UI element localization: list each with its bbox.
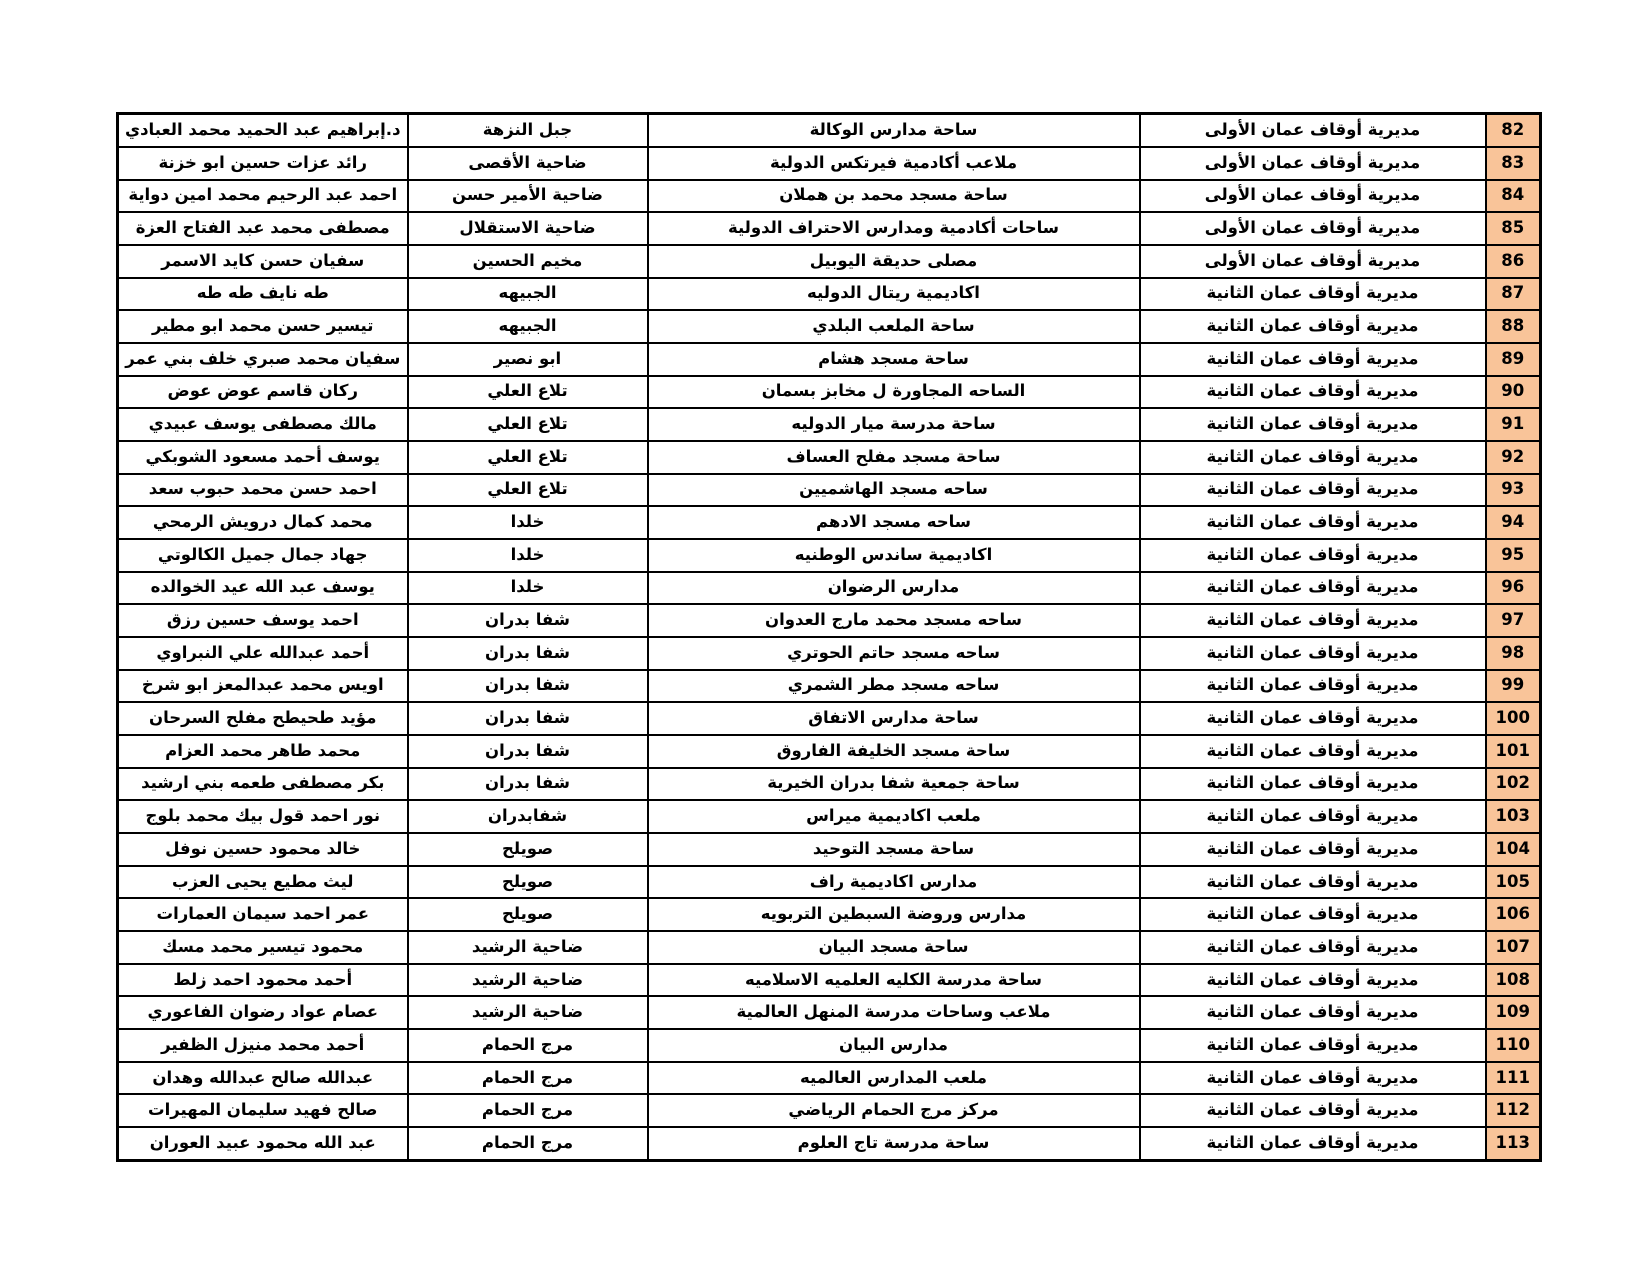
location-cell: ساحه مسجد الادهم bbox=[648, 506, 1140, 539]
serial-number-cell: 110 bbox=[1486, 1029, 1541, 1062]
directorate-cell: مديرية أوقاف عمان الثانية bbox=[1140, 441, 1486, 474]
table-row bbox=[118, 898, 1541, 931]
location-cell: مدارس البيان bbox=[648, 1029, 1140, 1062]
awqaf-records-table bbox=[116, 112, 1542, 1162]
table-row bbox=[118, 245, 1541, 278]
area-cell: تلاع العلي bbox=[408, 408, 648, 441]
table-row bbox=[118, 866, 1541, 899]
area-cell: ضاحية الرشيد bbox=[408, 996, 648, 1029]
area-cell: ضاحية الاستقلال bbox=[408, 212, 648, 245]
table-row bbox=[118, 147, 1541, 180]
location-cell: ساحة مدارس الاتفاق bbox=[648, 702, 1140, 735]
serial-number-cell: 107 bbox=[1486, 931, 1541, 964]
area-cell: صويلح bbox=[408, 898, 648, 931]
area-cell: تلاع العلي bbox=[408, 441, 648, 474]
location-cell: ساحة مسجد محمد بن هملان bbox=[648, 180, 1140, 213]
person-name-cell: ركان قاسم عوض عوض bbox=[118, 376, 408, 409]
serial-number-cell: 88 bbox=[1486, 310, 1541, 343]
directorate-cell: مديرية أوقاف عمان الثانية bbox=[1140, 604, 1486, 637]
serial-number-cell: 109 bbox=[1486, 996, 1541, 1029]
table-row bbox=[118, 212, 1541, 245]
person-name-cell: جهاد جمال جميل الكالوتي bbox=[118, 539, 408, 572]
location-cell: ساحه مسجد محمد مارج العدوان bbox=[648, 604, 1140, 637]
location-cell: ساحه مسجد حاتم الحوتري bbox=[648, 637, 1140, 670]
table-row bbox=[118, 474, 1541, 507]
directorate-cell: مديرية أوقاف عمان الثانية bbox=[1140, 866, 1486, 899]
serial-number-cell: 111 bbox=[1486, 1062, 1541, 1095]
table-row bbox=[118, 572, 1541, 605]
area-cell: خلدا bbox=[408, 572, 648, 605]
directorate-cell: مديرية أوقاف عمان الأولى bbox=[1140, 147, 1486, 180]
directorate-cell: مديرية أوقاف عمان الثانية bbox=[1140, 572, 1486, 605]
location-cell: ساحة جمعية شفا بدران الخيرية bbox=[648, 768, 1140, 801]
serial-number-cell: 84 bbox=[1486, 180, 1541, 213]
area-cell: شفا بدران bbox=[408, 637, 648, 670]
serial-number-cell: 99 bbox=[1486, 670, 1541, 703]
serial-number-cell: 105 bbox=[1486, 866, 1541, 899]
directorate-cell: مديرية أوقاف عمان الثانية bbox=[1140, 376, 1486, 409]
location-cell: مدارس اكاديمية راف bbox=[648, 866, 1140, 899]
person-name-cell: سفيان محمد صبري خلف بني عمر bbox=[118, 343, 408, 376]
area-cell: الجبيهه bbox=[408, 310, 648, 343]
area-cell: ضاحية الرشيد bbox=[408, 964, 648, 997]
person-name-cell: احمد يوسف حسين رزق bbox=[118, 604, 408, 637]
records-table-container bbox=[119, 112, 1542, 1162]
location-cell: ساحة مدرسة ميار الدوليه bbox=[648, 408, 1140, 441]
table-row bbox=[118, 670, 1541, 703]
area-cell: شفا بدران bbox=[408, 604, 648, 637]
location-cell: ساحات أكادمية ومدارس الاحتراف الدولية bbox=[648, 212, 1140, 245]
area-cell: ابو نصير bbox=[408, 343, 648, 376]
person-name-cell: خالد محمود حسين نوفل bbox=[118, 833, 408, 866]
directorate-cell: مديرية أوقاف عمان الثانية bbox=[1140, 474, 1486, 507]
location-cell: مصلى حديقة اليوبيل bbox=[648, 245, 1140, 278]
location-cell: ساحة مسجد التوحيد bbox=[648, 833, 1140, 866]
serial-number-cell: 87 bbox=[1486, 278, 1541, 311]
person-name-cell: احمد عبد الرحيم محمد امين دواية bbox=[118, 180, 408, 213]
serial-number-cell: 112 bbox=[1486, 1094, 1541, 1127]
person-name-cell: د.إبراهيم عبد الحميد محمد العبادي bbox=[118, 114, 408, 147]
location-cell: مدارس وروضة السبطين التربويه bbox=[648, 898, 1140, 931]
area-cell: خلدا bbox=[408, 539, 648, 572]
person-name-cell: تيسير حسن محمد ابو مطير bbox=[118, 310, 408, 343]
location-cell: ساحة مسجد البيان bbox=[648, 931, 1140, 964]
directorate-cell: مديرية أوقاف عمان الثانية bbox=[1140, 1127, 1486, 1160]
location-cell: ساحة مسجد هشام bbox=[648, 343, 1140, 376]
location-cell: ملعب المدارس العالميه bbox=[648, 1062, 1140, 1095]
serial-number-cell: 92 bbox=[1486, 441, 1541, 474]
directorate-cell: مديرية أوقاف عمان الثانية bbox=[1140, 670, 1486, 703]
directorate-cell: مديرية أوقاف عمان الثانية bbox=[1140, 833, 1486, 866]
serial-number-cell: 82 bbox=[1486, 114, 1541, 147]
area-cell: شفا بدران bbox=[408, 702, 648, 735]
person-name-cell: عبد الله محمود عبيد العوران bbox=[118, 1127, 408, 1160]
area-cell: مخيم الحسين bbox=[408, 245, 648, 278]
table-row bbox=[118, 604, 1541, 637]
table-row bbox=[118, 1094, 1541, 1127]
area-cell: شفا بدران bbox=[408, 768, 648, 801]
location-cell: ساحة مدرسة الكليه العلميه الاسلاميه bbox=[648, 964, 1140, 997]
directorate-cell: مديرية أوقاف عمان الأولى bbox=[1140, 180, 1486, 213]
area-cell: خلدا bbox=[408, 506, 648, 539]
area-cell: الجبيهه bbox=[408, 278, 648, 311]
directorate-cell: مديرية أوقاف عمان الثانية bbox=[1140, 1062, 1486, 1095]
area-cell: صويلح bbox=[408, 833, 648, 866]
serial-number-cell: 86 bbox=[1486, 245, 1541, 278]
location-cell: ساحة مسجد مفلح العساف bbox=[648, 441, 1140, 474]
area-cell: جبل النزهة bbox=[408, 114, 648, 147]
location-cell: اكاديمية ساندس الوطنيه bbox=[648, 539, 1140, 572]
serial-number-cell: 106 bbox=[1486, 898, 1541, 931]
directorate-cell: مديرية أوقاف عمان الثانية bbox=[1140, 637, 1486, 670]
table-row bbox=[118, 114, 1541, 147]
area-cell: شفابدران bbox=[408, 800, 648, 833]
person-name-cell: مصطفى محمد عبد الفتاح العزة bbox=[118, 212, 408, 245]
directorate-cell: مديرية أوقاف عمان الثانية bbox=[1140, 800, 1486, 833]
location-cell: ساحه مسجد الهاشميين bbox=[648, 474, 1140, 507]
area-cell: ضاحية الأمير حسن bbox=[408, 180, 648, 213]
area-cell: تلاع العلي bbox=[408, 376, 648, 409]
table-row bbox=[118, 637, 1541, 670]
serial-number-cell: 100 bbox=[1486, 702, 1541, 735]
person-name-cell: أحمد محمد منيزل الظفير bbox=[118, 1029, 408, 1062]
serial-number-cell: 108 bbox=[1486, 964, 1541, 997]
location-cell: اكاديمية ريتال الدوليه bbox=[648, 278, 1140, 311]
person-name-cell: محمود تيسير محمد مسك bbox=[118, 931, 408, 964]
area-cell: ضاحية الأقصى bbox=[408, 147, 648, 180]
serial-number-cell: 89 bbox=[1486, 343, 1541, 376]
person-name-cell: سفيان حسن كايد الاسمر bbox=[118, 245, 408, 278]
person-name-cell: احمد حسن محمد حبوب سعد bbox=[118, 474, 408, 507]
table-row bbox=[118, 278, 1541, 311]
person-name-cell: ليث مطيع يحيى العزب bbox=[118, 866, 408, 899]
person-name-cell: رائد عزات حسين ابو خزنة bbox=[118, 147, 408, 180]
area-cell: مرج الحمام bbox=[408, 1127, 648, 1160]
directorate-cell: مديرية أوقاف عمان الثانية bbox=[1140, 931, 1486, 964]
serial-number-cell: 102 bbox=[1486, 768, 1541, 801]
serial-number-cell: 98 bbox=[1486, 637, 1541, 670]
directorate-cell: مديرية أوقاف عمان الثانية bbox=[1140, 1029, 1486, 1062]
person-name-cell: مؤيد طحيطح مفلح السرحان bbox=[118, 702, 408, 735]
location-cell: ملعب اكاديمية ميراس bbox=[648, 800, 1140, 833]
serial-number-cell: 113 bbox=[1486, 1127, 1541, 1160]
area-cell: شفا بدران bbox=[408, 735, 648, 768]
serial-number-cell: 104 bbox=[1486, 833, 1541, 866]
directorate-cell: مديرية أوقاف عمان الثانية bbox=[1140, 278, 1486, 311]
serial-number-cell: 91 bbox=[1486, 408, 1541, 441]
person-name-cell: محمد طاهر محمد العزام bbox=[118, 735, 408, 768]
directorate-cell: مديرية أوقاف عمان الثانية bbox=[1140, 343, 1486, 376]
directorate-cell: مديرية أوقاف عمان الثانية bbox=[1140, 1094, 1486, 1127]
person-name-cell: أحمد محمود احمد زلط bbox=[118, 964, 408, 997]
serial-number-cell: 94 bbox=[1486, 506, 1541, 539]
table-row bbox=[118, 441, 1541, 474]
person-name-cell: أحمد عبدالله علي النبراوي bbox=[118, 637, 408, 670]
directorate-cell: مديرية أوقاف عمان الأولى bbox=[1140, 114, 1486, 147]
person-name-cell: عبدالله صالح عبدالله وهدان bbox=[118, 1062, 408, 1095]
directorate-cell: مديرية أوقاف عمان الثانية bbox=[1140, 506, 1486, 539]
table-row bbox=[118, 735, 1541, 768]
directorate-cell: مديرية أوقاف عمان الأولى bbox=[1140, 245, 1486, 278]
directorate-cell: مديرية أوقاف عمان الثانية bbox=[1140, 898, 1486, 931]
person-name-cell: مالك مصطفى يوسف عبيدي bbox=[118, 408, 408, 441]
table-row bbox=[118, 931, 1541, 964]
person-name-cell: عمر احمد سيمان العمارات bbox=[118, 898, 408, 931]
location-cell: ساحه مسجد مطر الشمري bbox=[648, 670, 1140, 703]
area-cell: شفا بدران bbox=[408, 670, 648, 703]
table-row bbox=[118, 1029, 1541, 1062]
directorate-cell: مديرية أوقاف عمان الثانية bbox=[1140, 735, 1486, 768]
table-row bbox=[118, 539, 1541, 572]
person-name-cell: طه نايف طه طه bbox=[118, 278, 408, 311]
table-body bbox=[118, 114, 1541, 1161]
person-name-cell: صالح فهيد سليمان المهيرات bbox=[118, 1094, 408, 1127]
area-cell: صويلح bbox=[408, 866, 648, 899]
table-row bbox=[118, 376, 1541, 409]
person-name-cell: عصام عواد رضوان الفاعوري bbox=[118, 996, 408, 1029]
directorate-cell: مديرية أوقاف عمان الثانية bbox=[1140, 996, 1486, 1029]
table-row bbox=[118, 1062, 1541, 1095]
serial-number-cell: 95 bbox=[1486, 539, 1541, 572]
serial-number-cell: 85 bbox=[1486, 212, 1541, 245]
location-cell: مركز مرج الحمام الرياضي bbox=[648, 1094, 1140, 1127]
location-cell: ملاعب وساحات مدرسة المنهل العالمية bbox=[648, 996, 1140, 1029]
serial-number-cell: 90 bbox=[1486, 376, 1541, 409]
table-row bbox=[118, 408, 1541, 441]
location-cell: ساحة مدرسة تاج العلوم bbox=[648, 1127, 1140, 1160]
table-row bbox=[118, 702, 1541, 735]
location-cell: ساحة مدارس الوكالة bbox=[648, 114, 1140, 147]
serial-number-cell: 101 bbox=[1486, 735, 1541, 768]
table-row bbox=[118, 310, 1541, 343]
person-name-cell: اويس محمد عبدالمعز ابو شرخ bbox=[118, 670, 408, 703]
area-cell: مرج الحمام bbox=[408, 1029, 648, 1062]
table-row bbox=[118, 996, 1541, 1029]
directorate-cell: مديرية أوقاف عمان الثانية bbox=[1140, 310, 1486, 343]
location-cell: ملاعب أكادمية فيرتكس الدولية bbox=[648, 147, 1140, 180]
serial-number-cell: 96 bbox=[1486, 572, 1541, 605]
location-cell: مدارس الرضوان bbox=[648, 572, 1140, 605]
table-row bbox=[118, 833, 1541, 866]
directorate-cell: مديرية أوقاف عمان الثانية bbox=[1140, 408, 1486, 441]
location-cell: ساحة مسجد الخليفة الفاروق bbox=[648, 735, 1140, 768]
directorate-cell: مديرية أوقاف عمان الثانية bbox=[1140, 964, 1486, 997]
table-row bbox=[118, 768, 1541, 801]
table-row bbox=[118, 964, 1541, 997]
directorate-cell: مديرية أوقاف عمان الثانية bbox=[1140, 702, 1486, 735]
person-name-cell: نور احمد قول بيك محمد بلوج bbox=[118, 800, 408, 833]
location-cell: الساحه المجاورة ل مخابز بسمان bbox=[648, 376, 1140, 409]
directorate-cell: مديرية أوقاف عمان الأولى bbox=[1140, 212, 1486, 245]
serial-number-cell: 83 bbox=[1486, 147, 1541, 180]
area-cell: مرج الحمام bbox=[408, 1062, 648, 1095]
serial-number-cell: 97 bbox=[1486, 604, 1541, 637]
serial-number-cell: 93 bbox=[1486, 474, 1541, 507]
directorate-cell: مديرية أوقاف عمان الثانية bbox=[1140, 768, 1486, 801]
table-row bbox=[118, 180, 1541, 213]
location-cell: ساحة الملعب البلدي bbox=[648, 310, 1140, 343]
area-cell: مرج الحمام bbox=[408, 1094, 648, 1127]
table-row bbox=[118, 1127, 1541, 1160]
table-row bbox=[118, 343, 1541, 376]
area-cell: ضاحية الرشيد bbox=[408, 931, 648, 964]
directorate-cell: مديرية أوقاف عمان الثانية bbox=[1140, 539, 1486, 572]
person-name-cell: يوسف أحمد مسعود الشوبكي bbox=[118, 441, 408, 474]
table-row bbox=[118, 506, 1541, 539]
person-name-cell: بكر مصطفى طعمه بني ارشيد bbox=[118, 768, 408, 801]
serial-number-cell: 103 bbox=[1486, 800, 1541, 833]
area-cell: تلاع العلي bbox=[408, 474, 648, 507]
person-name-cell: محمد كمال درويش الرمحي bbox=[118, 506, 408, 539]
table-row bbox=[118, 800, 1541, 833]
person-name-cell: يوسف عبد الله عيد الخوالده bbox=[118, 572, 408, 605]
